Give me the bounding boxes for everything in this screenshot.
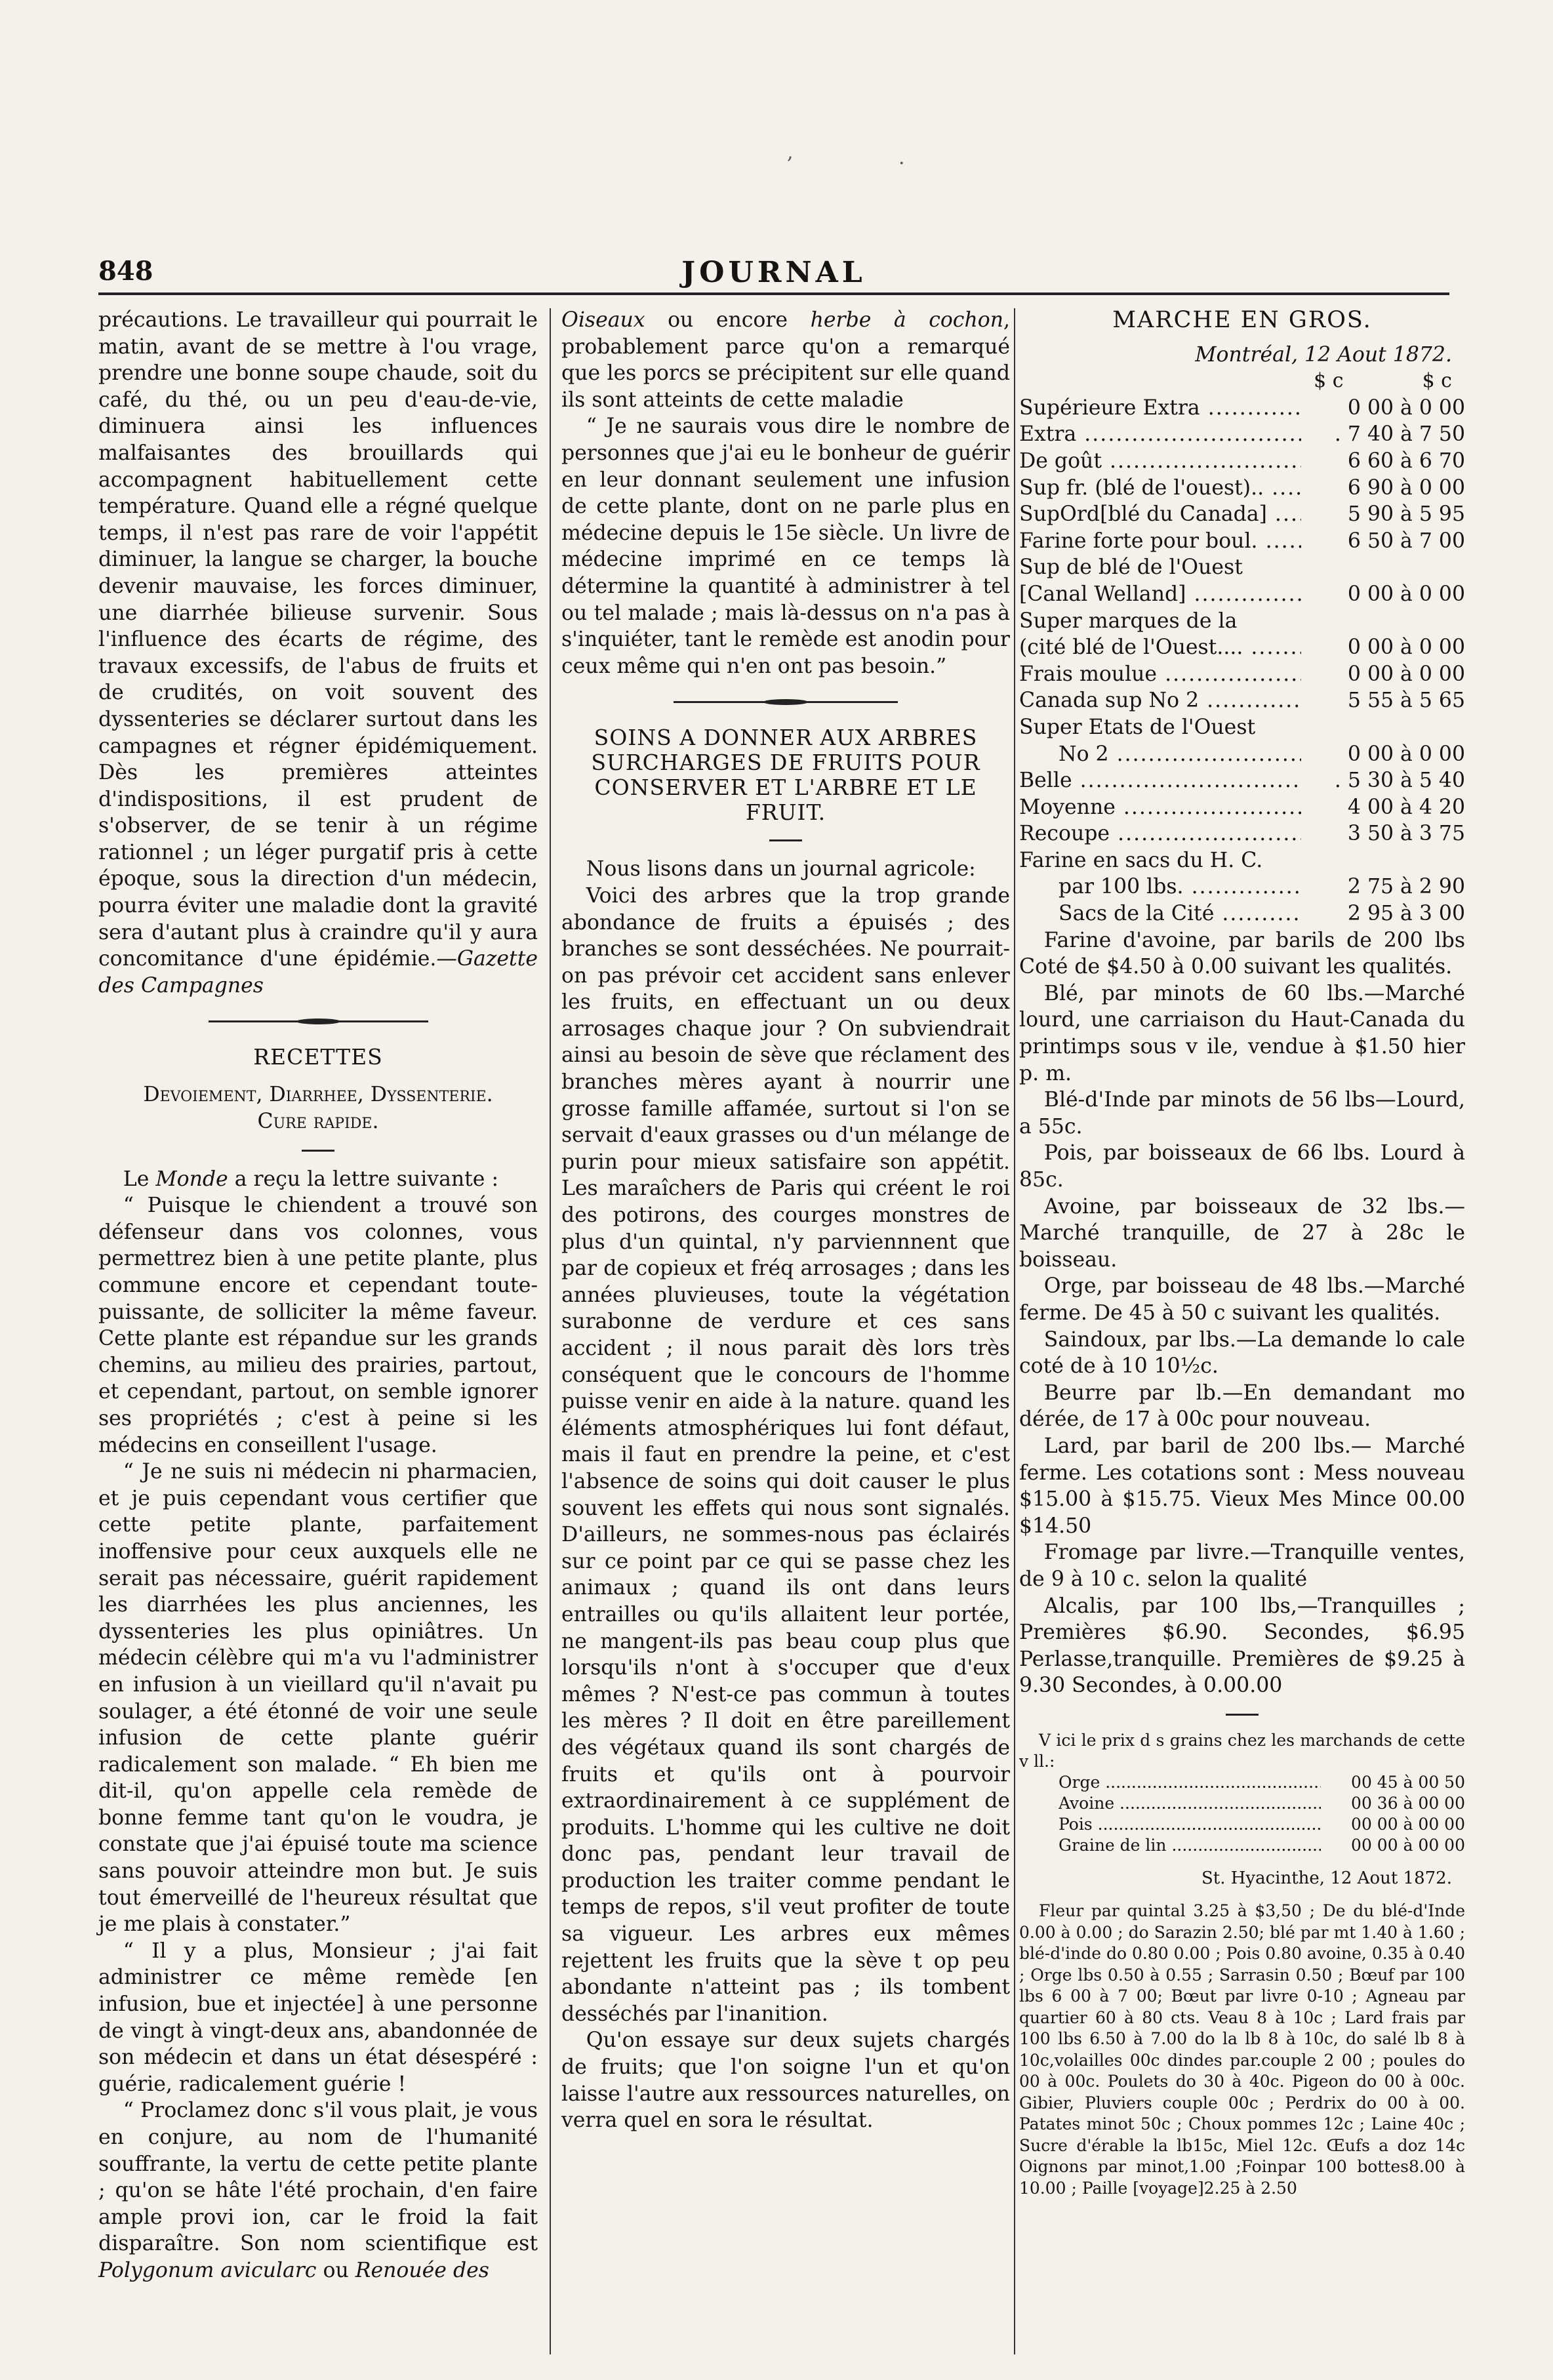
market-report-paragraph: Avoine, par boisseaux de 32 lbs.—Marché tranquille, de 27 à 28c le boisseau. (1019, 1194, 1465, 1272)
price-row: (cité blé de l'Ouest.... ..... 0 00 à 0 00 (1019, 634, 1465, 661)
grain-intro: V ici le prix d s grains chez les marchands de cette v ll.: (1019, 1730, 1465, 1771)
price-row: Farine forte pour boul. ..... 6 50 à 7 00 (1019, 528, 1465, 555)
market-heading: MARCHE EN GROS. (1112, 307, 1372, 333)
currency-header: $ c $ c (1314, 369, 1452, 393)
price-row: No 2 ..... 0 00 à 0 00 (1019, 741, 1465, 768)
market-report-paragraph: Blé-d'Inde par minots de 56 lbs—Lourd, a 55c. (1019, 1088, 1465, 1139)
grain-row: Graine de lin ..... 00 00 à 00 00 (1019, 1835, 1465, 1856)
market-report-paragraph: Alcalis, par 100 lbs,—Tranquilles ; Premières $6.90. Secondes, $6.95 Perlasse,tranquille. Premières de $9.25 à 9.30 Secondes, à 0.00.00 (1019, 1594, 1465, 1698)
page-number: 848 (98, 256, 153, 287)
market-report-paragraph: Orge, par boisseau de 48 lbs.—Marché ferme. De 45 à 50 c suivant les qualités. (1019, 1274, 1465, 1325)
quote-paragraph: “ Je ne saurais vous dire le nombre de personnes que j'ai eu le bonheur de guérir en leur donnant seulement une infusion de cette plante, dont on ne parle plus en médecine depuis le 15e siècle. Un livre de médecine imprimé en ce temps là détermine la quantité à administrer à tel ou tel malade ; mais là-dessus on n'a pas à s'inquiéter, tant le remède est anodin pour ceux même qui n'en ont pas besoin.” (561, 414, 1010, 678)
conclusion-paragraph: Qu'on essaye sur deux sujets chargés de fruits; que l'on soigne l'un et qu'on laisse l'autre aux ressources naturelles, on verra quel en sora le résultat. (561, 2028, 1010, 2133)
continuation-paragraph: Oiseaux ou encore herbe à cochon, probablement parce qu'on a remarqué que les porcs se précipitent sur elle quand ils sont atteints de cette maladie (561, 308, 1011, 412)
market-dateline: Montréal, 12 Aout 1872. (1195, 342, 1452, 367)
letter-paragraph-1: “ Puisque le chiendent a trouvé son défenseur dans vos colonnes, vous permettrez bien à une petite plante, plus commune encore et cependant toute-puissante, de solliciter la même faveur. Cette plante est répandue sur les grands chemins, au milieu des prairies, partout, et cependant, partout, on semble ignorer ses propriétés ; c'est à peine si les médecins en conseillent l'usage. (98, 1194, 538, 1457)
recettes-subtitle-cure: Cure rapide. (257, 1110, 379, 1134)
arbres-paragraph: Voici des arbres que la trop grande abondance de fruits a épuisés ; des branches se sont desséchées. Ne pourrait-on pas prévoir cet accident sans enlever les fruits, en effectuant un ou deux arrosages chaque jour ? On subviendrait ainsi au besoin de sève que réclament des branches mères ayant à nourrir une grosse famille affamée, surtout si l'on se servait d'eaux grasses ou d'un mélange de purin pour mieux satisfaire son appétit. Les maraîchers de Paris qui créent le roi des potirons, des courges monstres de plus d'un quintal, n'y parviennnent que par de copieux et fréq arrosages ; dans les années pluvieuses, toute la végétation surabonne de verdure et ces sans accident ; il nous parait dès lors très conséquent que le concours de l'homme puisse venir en aide à la nature. quand les éléments atmosphériques lui font défaut, mais il faut en prendre la peine, et c'est l'absence de soins qui doit causer le plus souvent les effets qui nous sont signalés. D'ailleurs, ne sommes-nous pas éclairés sur ce point par ce qui se passe chez les animaux ; quand ils ont dans leurs entrailles ou qu'ils allaitent leur portée, ne mangent-ils pas beau coup plus que lorsqu'ils n'ont à s'occuper que d'eux mêmes ? N'est-ce pas commun à toutes les mères ? Il doit en être pareillement des végétaux quand ils sont chargés de fruits et qu'ils ont à pourvoir extraordinairement à ce supplément de produits. L'homme qui les cultive ne doit donc pas, pendant leur travail de production les traiter comme pendant le temps de repos, s'il veut profiter de toute sa vigueur. Les arbres eux mêmes rejettent les fruits que la sève t op peu abondante n'atteint pas ; ils tombent desséchés par l'inanition. (561, 883, 1010, 2026)
grain-row: Avoine ..... 00 36 à 00 00 (1019, 1793, 1465, 1814)
price-row: Sup fr. (blé de l'ouest).. ..... 6 90 à 0 00 (1019, 475, 1465, 502)
column-divider (550, 308, 551, 2354)
price-row: Canada sup No 2 ..... 5 55 à 5 65 (1019, 687, 1465, 714)
grain-row: Pois ..... 00 00 à 00 00 (1019, 1814, 1465, 1835)
column-right (1019, 307, 1465, 2199)
page-speck: · (898, 152, 905, 175)
market-report-paragraph: Blé, par minots de 60 lbs.—Marché lourd, une carriaison du Haut-Canada du printimps sous v ile, vendue à $1.50 hier p. m. (1019, 981, 1465, 1085)
letter-paragraph-2: “ Je ne suis ni médecin ni pharmacien, et je puis cependant vous certifier que cette petite plante, parfaitement inoffensive pour ceux auxquels elle ne serait pas nécessaire, guérit rapidement les diarrhées les plus anciennes, les dyssenteries les plus opiniâtres. Un médecin célèbre qui m'a vu l'administrer en infusion à un vieillard qu'il n'avait pu soulager, a été étonné de voir une seule infusion de cette plante guérir radicalement son malade. “ Eh bien me dit-il, qu'on appelle cela remède de bonne femme tant qu'on le voudra, je constate que j'ai épuisé toute ma science sans pouvoir atteindre mon but. Je suis tout émerveillé de l'heureux résultat que je me plais à constater.” (98, 1460, 538, 1937)
recettes-subtitle: Devoiement, Diarrhee, Dyssenterie. (143, 1083, 493, 1107)
price-row: Moyenne ..... 4 00 à 4 20 (1019, 794, 1465, 821)
intro-paragraph: précautions. Le travailleur qui pourrait le matin, avant de se mettre à l'ou vrage, prendre une bonne soupe chaude, soit du café, du thé, ou un peu d'eau-de-vie, diminuera ainsi les influences malfaisantes des brouillards qui accompagnent habituellement cette température. Quand elle a régné quelque temps, il n'est pas rare de voir l'appétit diminuer, la langue se charger, la bouche devenir mauvaise, les forces diminuer, une diarrhée bilieuse survenir. Sous l'influence des écarts de régime, des travaux excessifs, de l'abus de fruits et de crudités, on voit souvent des dyssenteries se déclarer surtout dans les campagnes et régner épidémiquement. Dès les premières atteintes d'indispositions, il est prudent de s'observer, de se tenir à un régime rationnel ; un léger purgatif pris à cette époque, sous la direction d'un médecin, pourra éviter une maladie dont la gravité sera d'autant plus à craindre qu'il y aura concomitance d'une épidémie.—Gazette des Campagnes (98, 308, 538, 998)
page-speck: , (787, 141, 794, 164)
st-hyacinthe-dateline: St. Hyacinthe, 12 Aout 1872. (1201, 1868, 1452, 1888)
market-report-paragraph: Pois, par boisseaux de 66 lbs. Lourd à 85c. (1019, 1141, 1465, 1192)
nous-lisons-paragraph: Nous lisons dans un journal agricole: (586, 857, 976, 881)
ornament-divider (98, 1012, 538, 1032)
price-row: Supérieure Extra ..... 0 00 à 0 00 (1019, 395, 1465, 422)
header-rule (98, 292, 1449, 295)
price-row: Belle ..... . 5 30 à 5 40 (1019, 767, 1465, 794)
price-label-line: Super marques de la (1019, 609, 1238, 633)
market-report-paragraph: Fromage par livre.—Tranquille ventes, de 9 à 10 c. selon la qualité (1019, 1541, 1465, 1591)
short-rule (769, 839, 802, 841)
price-row: Extra ..... . 7 40 à 7 50 (1019, 421, 1465, 448)
market-report-paragraph: Beurre par lb.—En demandant mo dérée, de 17 à 00c pour nouveau. (1019, 1381, 1465, 1432)
price-row: [Canal Welland] ..... 0 00 à 0 00 (1019, 581, 1465, 608)
short-rule (302, 1150, 334, 1152)
grain-row: Orge ..... 00 45 à 00 50 (1019, 1772, 1465, 1793)
market-report-paragraph: Farine d'avoine, par barils de 200 lbs Coté de $4.50 à 0.00 suivant les qualités. (1019, 928, 1465, 979)
price-label-line: Farine en sacs du H. C. (1019, 848, 1263, 872)
letter-paragraph-4: “ Proclamez donc s'il vous plait, je vous en conjure, au nom de l'humanité souffrante, la vertu de cette petite plante ; qu'on se hâte l'été prochain, d'en faire ample provi ion, car le froid la fait disparaître. Son nom scientifique est Polygonum avicularc ou Renouée des (98, 2099, 538, 2282)
short-rule (1226, 1714, 1259, 1716)
price-label-line: Sup de blé de l'Ouest (1019, 555, 1243, 580)
running-title: JOURNAL (681, 256, 866, 289)
price-row: Frais moulue ..... 0 00 à 0 00 (1019, 661, 1465, 688)
ornament-divider (561, 693, 1010, 712)
soins-heading: SOINS A DONNER AUX ARBRES SURCHARGES DE FRUITS POUR CONSERVER ET L'ARBRE ET LE FRUIT. (591, 725, 980, 826)
market-report-paragraph: Saindoux, par lbs.—La demande lo cale coté de à 10 10½c. (1019, 1327, 1465, 1379)
column-middle (561, 307, 1010, 2134)
price-row: Sacs de la Cité ..... 2 95 à 3 00 (1019, 900, 1465, 927)
price-row: Recoupe ..... 3 50 à 3 75 (1019, 820, 1465, 847)
price-row: SupOrd[blé du Canada] ..... 5 90 à 5 95 (1019, 501, 1465, 528)
letter-paragraph-3: “ Il y a plus, Monsieur ; j'ai fait administrer ce même remède [en infusion, bue et injectée] à une personne de vingt à vingt-deux ans, abandonnée de son médecin et dans un état désespéré : guérie, radicalement guérie ! (98, 1939, 538, 2096)
monde-paragraph: Le Monde a reçu la lettre suivante : (123, 1167, 499, 1191)
page-header (98, 256, 1449, 295)
price-row: De goût ..... 6 60 à 6 70 (1019, 448, 1465, 475)
price-label-line: Super Etats de l'Ouest (1019, 715, 1256, 739)
column-left (98, 307, 538, 2284)
st-hyacinthe-prices: Fleur par quintal 3.25 à $3,50 ; De du blé-d'Inde 0.00 à 0.00 ; do Sarazin 2.50; blé par mt 1.40 à 1.60 ; blé-d'inde do 0.80 0.00 ; Pois 0.80 avoine, 0.35 à 0.40 ; Orge lbs 0.50 à 0.55 ; Sarrasin 0.50 ; Bœuf par 100 lbs 6 00 à 7 00; Bœut par livre 0-10 ; Agneau par quartier 60 à 80 cts. Veau 8 à 10c ; Lard frais par 100 lbs 6.50 à 7.00 do la lb 8 à 10c, do salé lb 8 à 10c,volailles 00c dindes par.couple 2 00 ; poules do 00 à 00c. Poulets do 30 à 40c. Pigeon do 00 à 00c. Gibier, Pluviers couple 00c ; Perdrix do 00 à 00. Patates minot 50c ; Choux pommes 12c ; Laine 40c ; Sucre d'érable la lb15c, Miel 12c. Œufs a doz 14c Oignons par minot,1.00 ;Foinpar 100 bottes8.00 à 10.00 ; Paille [voyage]2.25 à 2.50 (1019, 1901, 1465, 2198)
market-report-paragraph: Lard, par baril de 200 lbs.— Marché ferme. Les cotations sont : Mess nouveau $15.00 à $15.75. Vieux Mes Mince 00.00 $14.50 (1019, 1434, 1465, 1538)
column-divider (1014, 308, 1015, 2354)
price-row: par 100 lbs. ..... 2 75 à 2 90 (1019, 874, 1465, 900)
recettes-heading: RECETTES (253, 1044, 383, 1070)
